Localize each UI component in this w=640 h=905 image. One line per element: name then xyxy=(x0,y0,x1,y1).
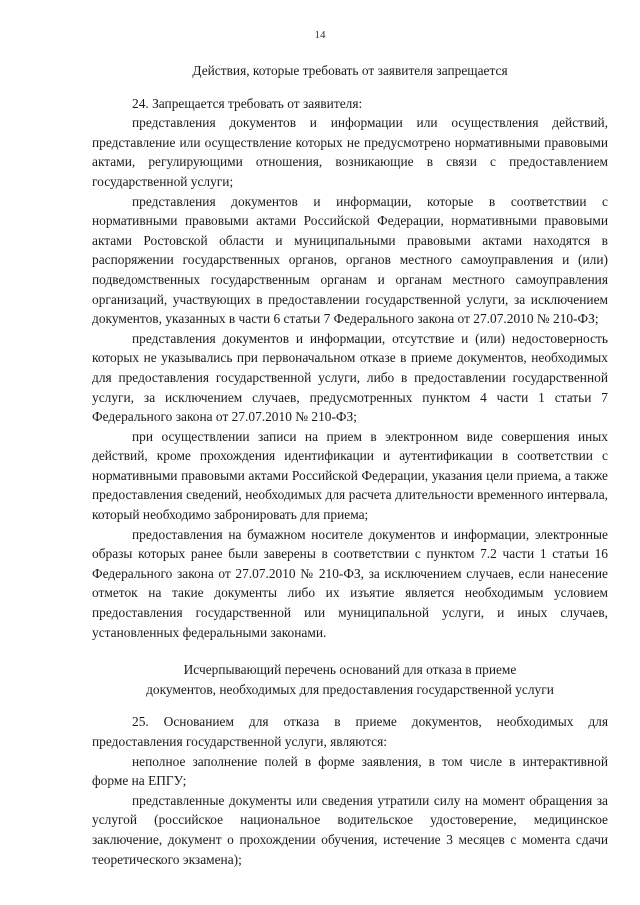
paragraph-item: представления документов и информации, которые в соответствии с нормативными правовыми актами Российской Федерации, нормативными правовыми актами Ростовской области и муниципальными правовыми актами находятся в распоряжении государственных органов, органов местного самоуправления и (или) подведомственных государственным органам и органам местного самоуправления организаций, участвующих в предоставлении государственной услуги, за исключением документов, указанных в части 6 статьи 7 Федерального закона от 27.07.2010 № 210-ФЗ; xyxy=(92,193,608,327)
document-body xyxy=(92,60,608,869)
paragraph-item: представления документов и информации или осуществления действий, представление или осуществление которых не предусмотрено нормативными правовыми актами, регулирующими отношения, возникающие в связи с предоставлением государственной услуги; xyxy=(92,115,608,189)
section-heading-line: Исчерпывающий перечень оснований для отказа в приеме xyxy=(183,662,517,678)
section-heading-line: документов, необходимых для предоставления государственной услуги xyxy=(146,681,554,697)
section-heading-prohibited-requirements: Действия, которые требовать от заявителя запрещается xyxy=(192,63,508,78)
page-number: 14 xyxy=(314,29,326,41)
paragraph-25-intro: 25. Основанием для отказа в приеме документов, необходимых для предоставления государственной услуги, являются: xyxy=(92,714,608,749)
paragraph-item: представленные документы или сведения утратили силу на момент обращения за услугой (российское национальное водительское удостоверение, медицинское заключение, документ о прохождении обучения, истечение 3 месяцев с момента сдачи теоретического экзамена); xyxy=(92,792,608,867)
paragraph-item: неполное заполнение полей в форме заявления, в том числе в интерактивной форме на ЕПГУ; xyxy=(92,753,608,789)
paragraph-item: предоставления на бумажном носителе документов и информации, электронные образы которых ранее были заверены в соответствии с пунктом 7.2 части 1 статьи 16 Федерального закона от 27.07.2010 № 210-ФЗ, за исключением случаев, если нанесение отметок на такие документы либо их изъятие является необходимым условием предоставления государственной или муниципальной услуги, и иных случаев, установленных федеральными законами. xyxy=(92,526,608,640)
paragraph-24-intro: 24. Запрещается требовать от заявителя: xyxy=(132,95,363,111)
paragraph-item: представления документов и информации, отсутствие и (или) недостоверность которых не указывались при первоначальном отказе в приеме документов, необходимых для предоставления государственной услуги, либо в предоставлении государственной услуги, за исключением случаев, предусмотренных пунктом 4 части 1 статьи 7 Федерального закона от 27.07.2010 № 210-ФЗ; xyxy=(92,330,608,425)
section-heading-refusal-grounds xyxy=(92,660,608,699)
paragraph-item: при осуществлении записи на прием в электронном виде совершения иных действий, кроме прохождения идентификации и аутентификации в соответствии с нормативными правовыми актами Российской Федерации, указания цели приема, а также предоставления сведений, необходимых для расчета длительности временного интервала, который необходимо забронировать для приема; xyxy=(92,428,608,523)
